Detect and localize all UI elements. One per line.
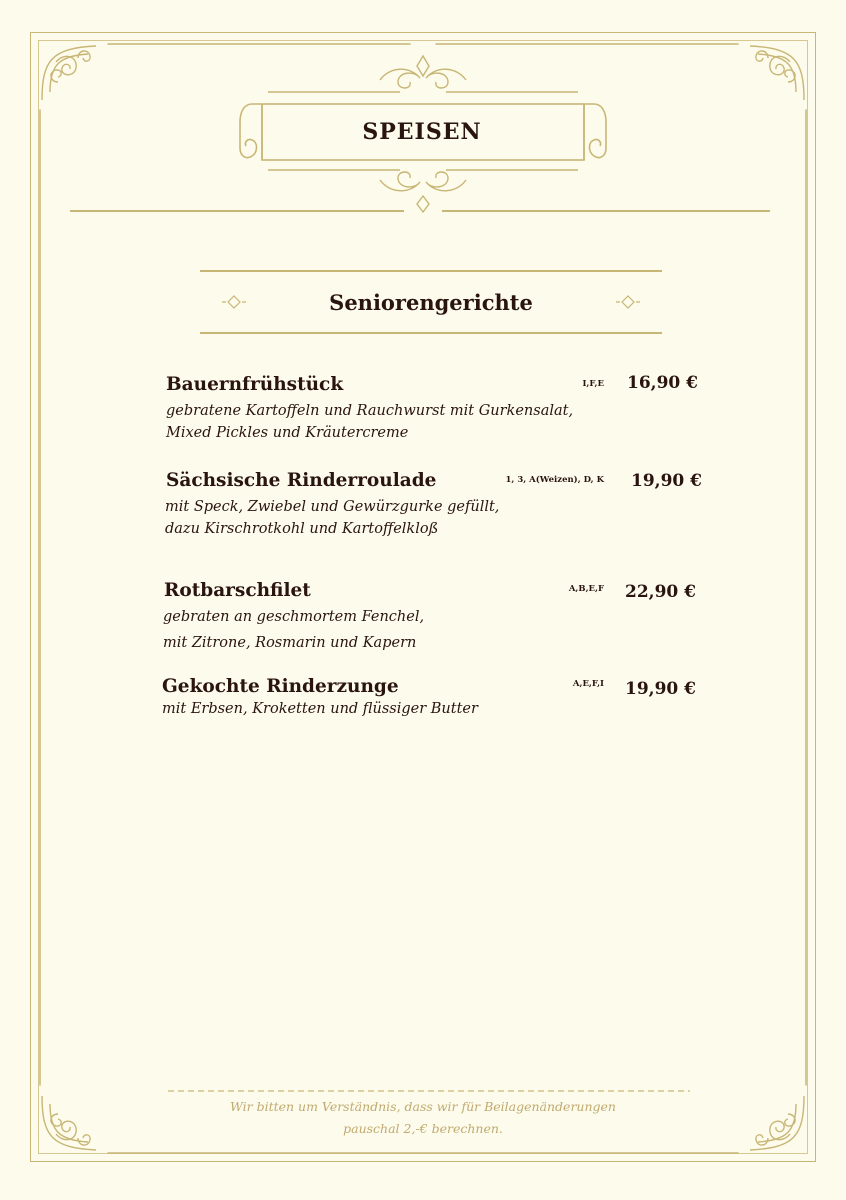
footer-line-2: pauschal 2,-€ berechnen. <box>343 1121 503 1136</box>
menu-item-price: 19,90 € <box>625 679 696 699</box>
menu-item-name: Sächsische Rinderroulade <box>166 470 437 491</box>
menu-item-allergens: A,E,F,I <box>572 679 604 689</box>
menu-item-desc-line: Mixed Pickles und Kräutercreme <box>166 425 409 441</box>
menu-item-name: Rotbarschfilet <box>164 580 311 601</box>
menu-item-desc-line: mit Erbsen, Kroketten und flüssiger Butter <box>162 701 478 717</box>
menu-item-description <box>163 604 424 656</box>
menu-item-description <box>165 496 499 540</box>
menu-item-price: 19,90 € <box>631 471 702 491</box>
footer-note <box>150 1096 696 1140</box>
menu-item-name: Gekochte Rinderzunge <box>162 676 399 697</box>
menu-item-description <box>166 400 573 444</box>
section-title: Seniorengerichte <box>329 290 533 315</box>
footer-line-1: Wir bitten um Verständnis, dass wir für Beilagenänderungen <box>230 1099 616 1114</box>
menu-item-price: 22,90 € <box>625 582 696 602</box>
menu-item-allergens: A,B,E,F <box>568 584 604 594</box>
menu-item-price: 16,90 € <box>627 373 698 393</box>
menu-item-desc-line: mit Speck, Zwiebel und Gewürzgurke gefüllt, <box>165 499 500 515</box>
menu-item-allergens: I,F,E <box>582 379 604 389</box>
menu-item-desc-line: mit Zitrone, Rosmarin und Kapern <box>163 635 417 651</box>
menu-item-desc-line: dazu Kirschrotkohl und Kartoffelkloß <box>165 521 439 537</box>
menu-item-description <box>162 698 478 720</box>
page-title: SPEISEN <box>362 119 482 145</box>
menu-item-desc-line: gebratene Kartoffeln und Rauchwurst mit Gurkensalat, <box>166 403 574 419</box>
top-ornament-icon <box>268 56 578 92</box>
menu-item-desc-line: gebraten an geschmortem Fenchel, <box>163 609 425 625</box>
bottom-banner-ornament-icon <box>268 170 578 212</box>
menu-item-name: Bauernfrühstück <box>166 374 344 395</box>
menu-item-allergens: 1, 3, A(Weizen), D, K <box>505 475 604 485</box>
